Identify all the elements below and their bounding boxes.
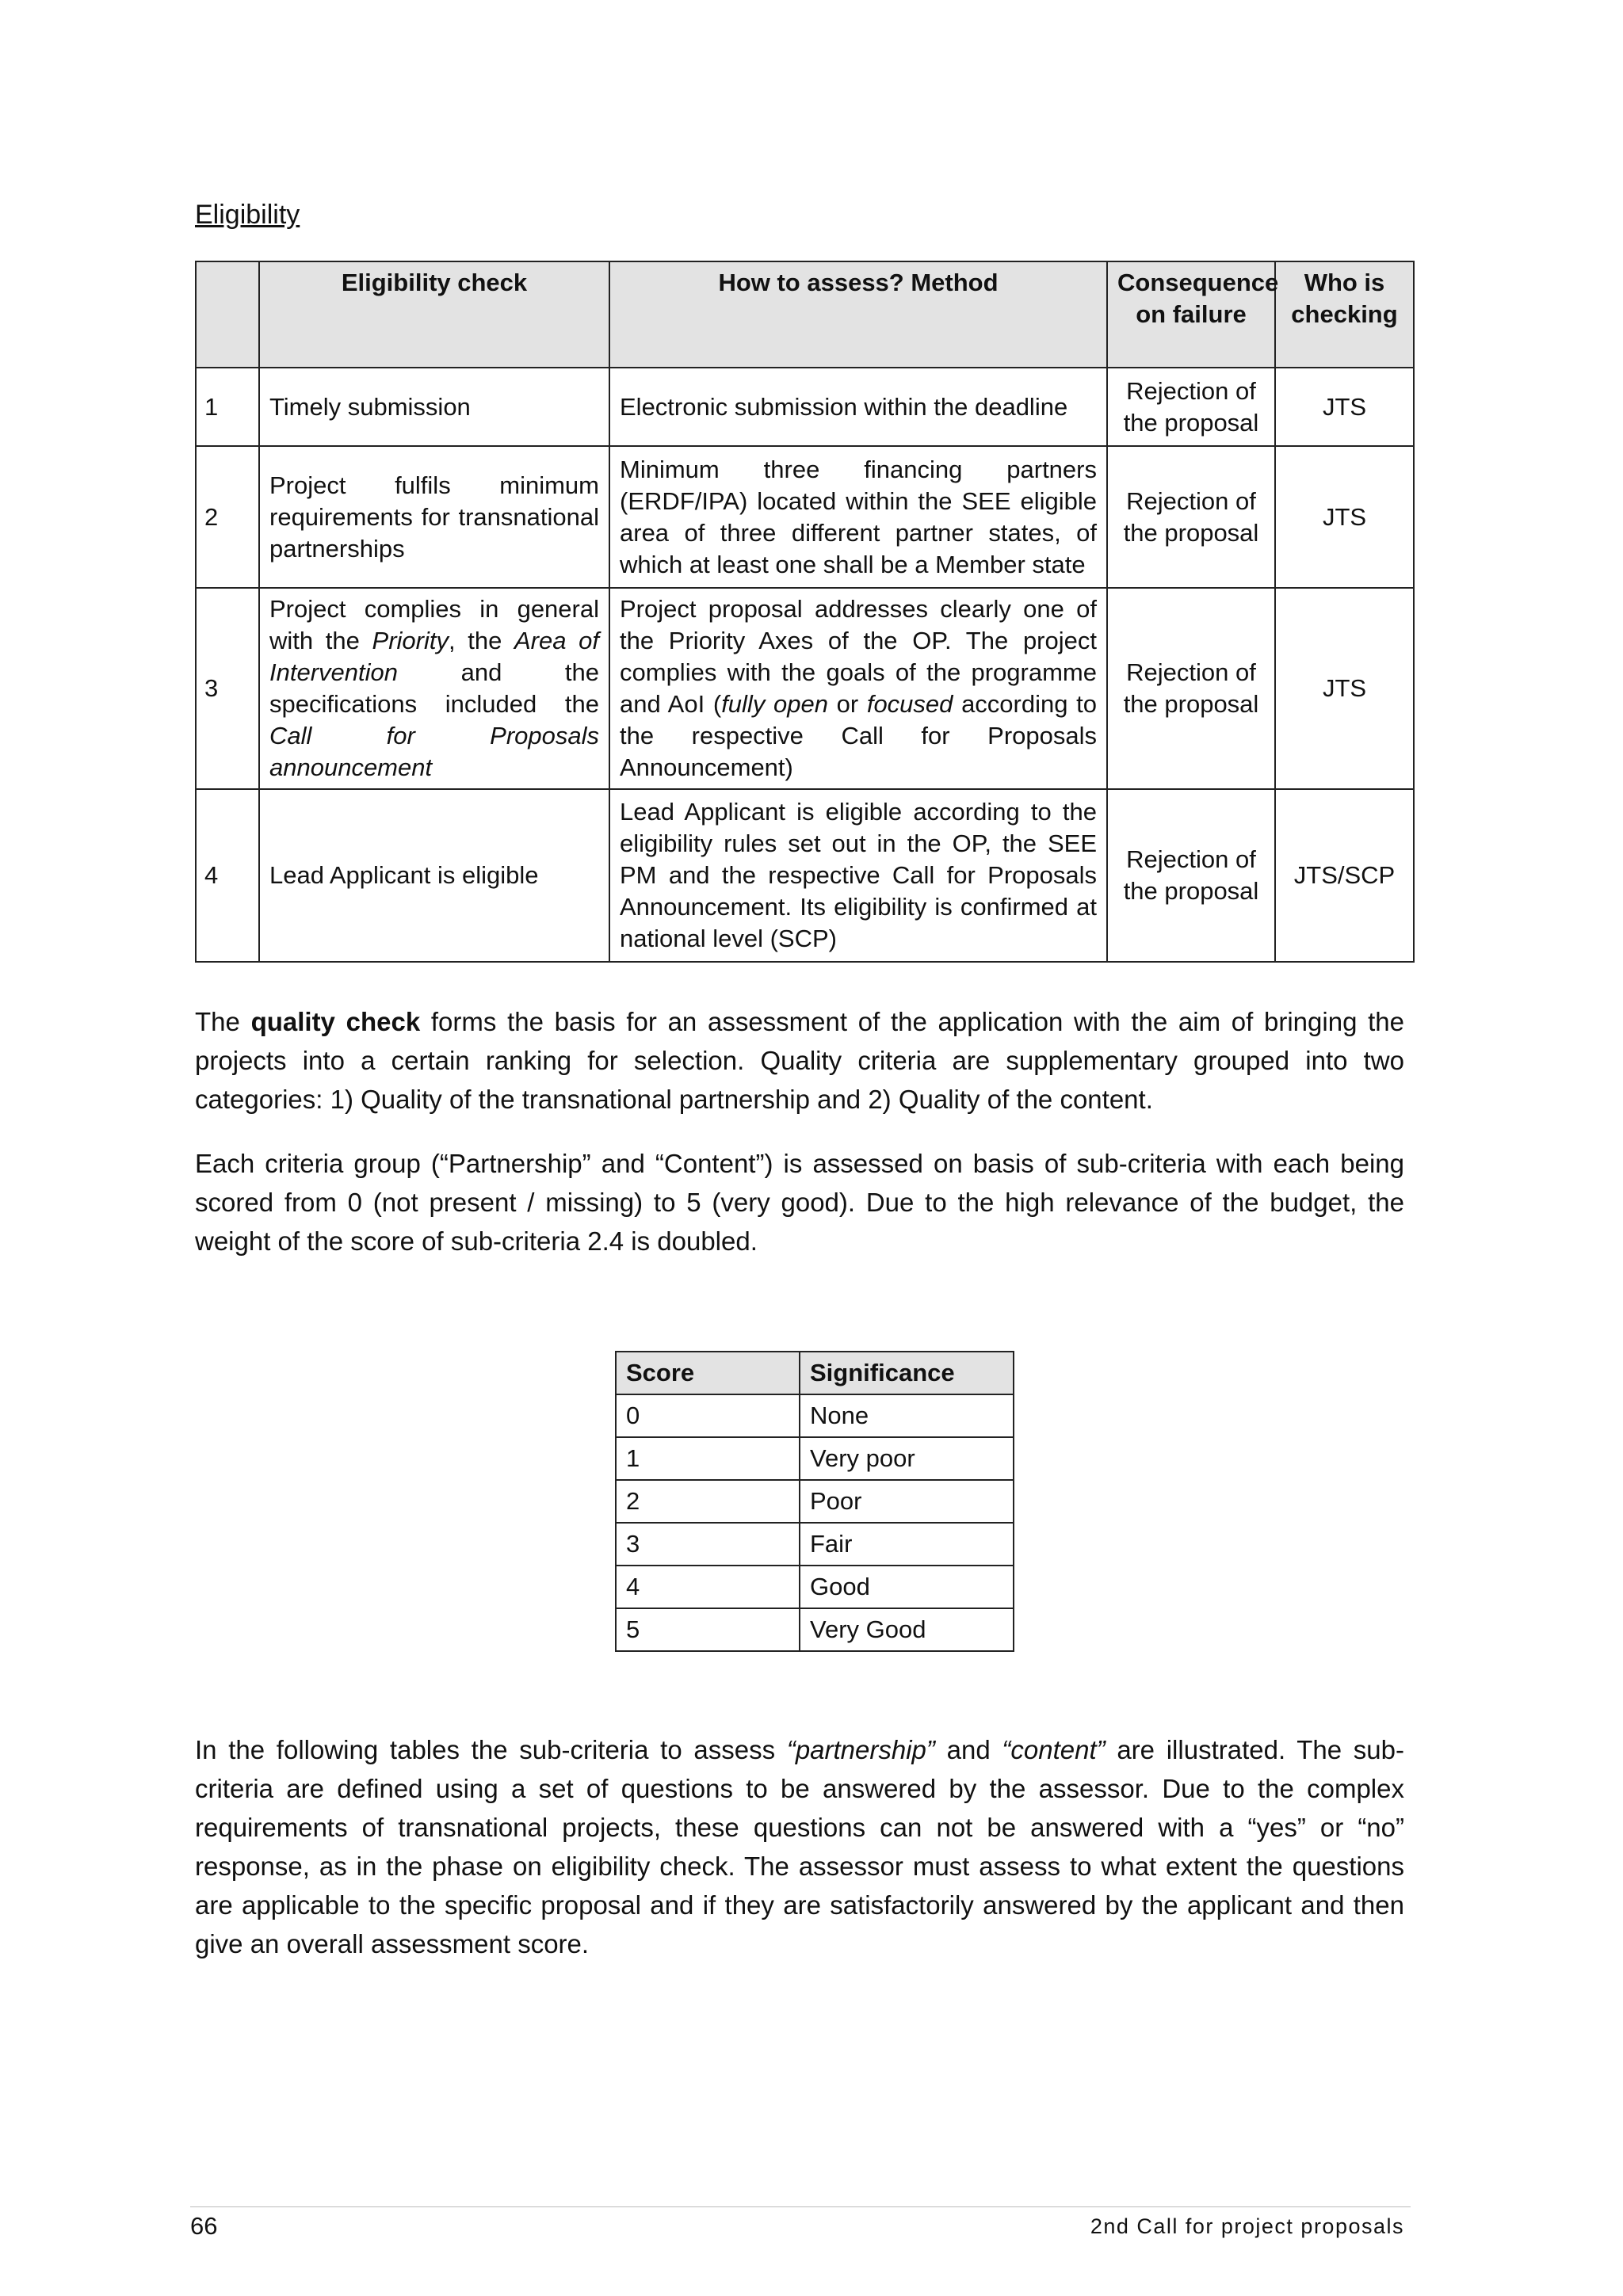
eligibility-header-row — [196, 261, 1414, 368]
criteria-group-paragraph: Each criteria group (“Partnership” and “Content”) is assessed on basis of sub-criteria with each being scored from 0 (not present / missing) to 5 (very good). Due to the high relevance of the budget, the weight of the score of sub-criteria 2.4 is doubled. — [195, 1149, 1404, 1256]
consequence: Rejection of the proposal — [1107, 368, 1275, 446]
table-row — [196, 588, 1414, 789]
significance-value: Poor — [800, 1480, 1014, 1523]
footer-title: 2nd Call for project proposals — [1090, 2214, 1404, 2238]
score-value: 1 — [616, 1437, 800, 1480]
checker: JTS — [1275, 368, 1414, 446]
header-consequence: Consequence on failure — [1107, 261, 1275, 368]
eligibility-table — [195, 261, 1415, 963]
significance-value: Fair — [800, 1523, 1014, 1566]
assessment-method: Lead Applicant is eligible according to the eligibility rules set out in the OP, the SEE PM and the respective Call for Proposals Announcement. Its eligibility is confirmed at national level (SCP) — [609, 789, 1107, 962]
row-number: 1 — [196, 368, 259, 446]
table-row — [616, 1480, 1014, 1523]
score-value: 5 — [616, 1608, 800, 1651]
table-row — [616, 1437, 1014, 1480]
sub-criteria-paragraph: In the following tables the sub-criteria to assess “partnership” and “content” are illustrated. The sub-criteria are defined using a set of questions to be answered by the assessor. Due to the complex requirements of transnational projects, these questions can not be answered with a “yes” or “no” response, as in the phase on eligibility check. The assessor must assess to what extent the questions are applicable to the specific proposal and if they are satisfactorily answered by the applicant and then give an overall assessment score. — [195, 1735, 1405, 1958]
header-score: Score — [616, 1352, 800, 1394]
score-value: 2 — [616, 1480, 800, 1523]
table-row — [196, 789, 1414, 962]
score-value: 3 — [616, 1523, 800, 1566]
header-check: Eligibility check — [259, 261, 609, 368]
table-row — [616, 1566, 1014, 1608]
score-table — [615, 1351, 1014, 1652]
table-row — [616, 1608, 1014, 1651]
assessment-method: Electronic submission within the deadline — [609, 368, 1107, 446]
page-number: 66 — [190, 2212, 218, 2240]
row-number: 2 — [196, 446, 259, 588]
table-row — [616, 1394, 1014, 1437]
significance-value: Good — [800, 1566, 1014, 1608]
score-value: 4 — [616, 1566, 800, 1608]
significance-value: Very Good — [800, 1608, 1014, 1651]
row-number: 4 — [196, 789, 259, 962]
score-header-row — [616, 1352, 1014, 1394]
consequence: Rejection of the proposal — [1107, 789, 1275, 962]
header-method: How to assess? Method — [609, 261, 1107, 368]
eligibility-check: Project fulfils minimum requirements for transnational partnerships — [259, 446, 609, 588]
eligibility-check: Project complies in general with the Priority, the Area of Intervention and the specifications included the Call for Proposals announcement — [259, 588, 609, 789]
header-num — [196, 261, 259, 368]
significance-value: None — [800, 1394, 1014, 1437]
assessment-method: Minimum three financing partners (ERDF/IPA) located within the SEE eligible area of three different partner states, of which at least one shall be a Member state — [609, 446, 1107, 588]
checker: JTS — [1275, 446, 1414, 588]
table-row — [196, 368, 1414, 446]
consequence: Rejection of the proposal — [1107, 446, 1275, 588]
significance-value: Very poor — [800, 1437, 1014, 1480]
eligibility-check: Timely submission — [259, 368, 609, 446]
header-significance: Significance — [800, 1352, 1014, 1394]
quality-check-paragraph: The quality check forms the basis for an assessment of the application with the aim of bringing the projects into a certain ranking for selection. Quality criteria are supplementary grouped into two categories: 1) Quality of the transnational partnership and 2) Quality of the content. — [195, 1007, 1404, 1114]
eligibility-check: Lead Applicant is eligible — [259, 789, 609, 962]
score-value: 0 — [616, 1394, 800, 1437]
footer-divider — [190, 2206, 1411, 2207]
row-number: 3 — [196, 588, 259, 789]
checker: JTS/SCP — [1275, 789, 1414, 962]
header-who: Who is checking — [1275, 261, 1414, 368]
checker: JTS — [1275, 588, 1414, 789]
consequence: Rejection of the proposal — [1107, 588, 1275, 789]
section-title: Eligibility — [195, 200, 300, 230]
table-row — [196, 446, 1414, 588]
table-row — [616, 1523, 1014, 1566]
assessment-method: Project proposal addresses clearly one of the Priority Axes of the OP. The project complies with the goals of the programme and AoI (fully open or focused according to the respective Call for Proposals Announcement) — [609, 588, 1107, 789]
